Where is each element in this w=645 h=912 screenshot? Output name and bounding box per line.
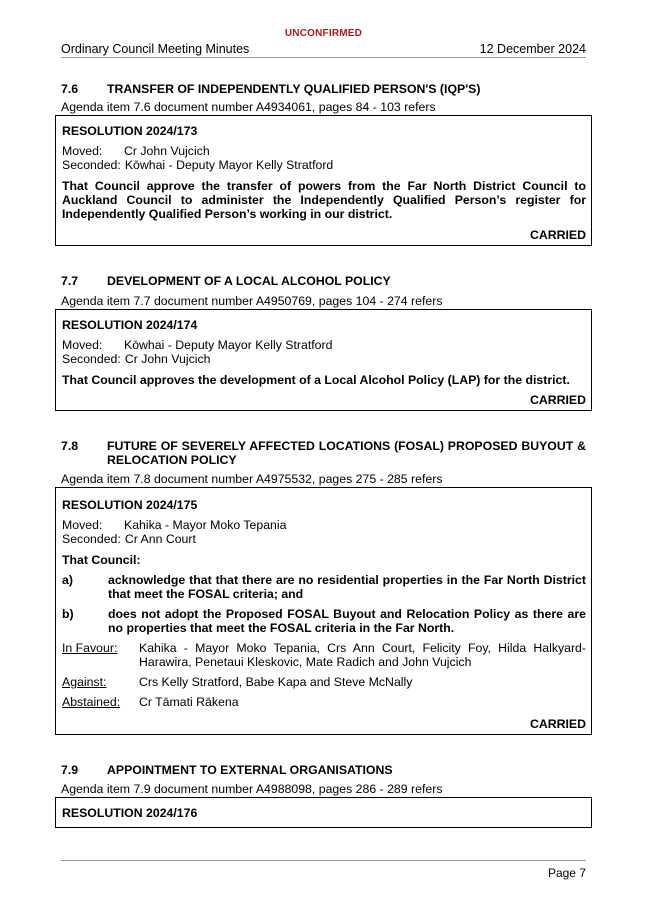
seconded-row	[62, 532, 586, 546]
resolution-box	[55, 487, 592, 735]
resolution-intro: That Council:	[62, 553, 141, 567]
resolution-item	[62, 607, 586, 635]
vote-in-favour	[62, 641, 586, 669]
resolution-number: RESOLUTION 2024/173	[62, 124, 198, 138]
resolution-item	[62, 573, 586, 601]
carried-status: CARRIED	[529, 228, 586, 242]
seconded-by: Cr Ann Court	[124, 532, 196, 546]
resolution-text: That Council approve the transfer of powers from the Far North District Council to Auckland Council to administer the Independently Qualified Person’s register for Independently Qualified Person’s working in our district.	[62, 179, 586, 221]
item-text: acknowledge that that there are no residential properties in the Far North District that meet the FOSAL criteria; and	[108, 573, 586, 601]
section-title: FUTURE OF SEVERELY AFFECTED LOCATIONS (FOSAL) PROPOSED BUYOUT & RELOCATION POLICY	[107, 439, 586, 467]
seconded-row	[62, 352, 586, 366]
minutes-page	[61, 28, 586, 828]
item-label: b)	[62, 607, 74, 621]
seconded-by: Cr John Vujcich	[124, 352, 211, 366]
seconded-label: Seconded:	[62, 532, 121, 546]
page-header	[61, 42, 586, 58]
section-heading	[61, 439, 586, 467]
unconfirmed-label: UNCONFIRMED	[284, 28, 363, 39]
resolution-box	[55, 309, 592, 411]
moved-by: Kahika - Mayor Moko Tepania	[124, 518, 287, 532]
moved-by: Cr John Vujcich	[124, 144, 210, 158]
vote-against	[62, 675, 586, 689]
vote-abstained	[62, 695, 586, 709]
moved-label: Moved:	[62, 518, 103, 532]
section-heading	[61, 274, 586, 288]
seconded-label: Seconded:	[62, 352, 121, 366]
vote-label: Abstained:	[62, 695, 121, 709]
carried-status: CARRIED	[529, 717, 586, 731]
agenda-reference: Agenda item 7.8 document number A4975532, pages 275 - 285 refers	[61, 472, 443, 486]
moved-row	[62, 518, 586, 532]
moved-row	[62, 338, 586, 352]
vote-names: Cr Tāmati Rākena	[139, 695, 239, 709]
meeting-date: 12 December 2024	[479, 42, 586, 56]
seconded-by: Kōwhai - Deputy Mayor Kelly Stratford	[124, 158, 334, 172]
section-title: APPOINTMENT TO EXTERNAL ORGANISATIONS	[107, 763, 393, 777]
vote-label: In Favour:	[62, 641, 118, 655]
moved-label: Moved:	[62, 338, 103, 352]
agenda-reference: Agenda item 7.7 document number A4950769, pages 104 - 274 refers	[61, 294, 443, 308]
resolution-box	[55, 115, 592, 246]
section-title: TRANSFER OF INDEPENDENTLY QUALIFIED PERSON'S (IQP'S)	[107, 82, 481, 96]
section-number: 7.8	[61, 439, 79, 453]
document-title: Ordinary Council Meeting Minutes	[61, 42, 250, 56]
seconded-row	[62, 158, 586, 172]
item-label: a)	[62, 573, 73, 587]
resolution-number: RESOLUTION 2024/174	[62, 318, 198, 332]
item-text: does not adopt the Proposed FOSAL Buyout and Relocation Policy as there are no properties that meet the FOSAL criteria in the Far North.	[108, 607, 586, 635]
resolution-number: RESOLUTION 2024/175	[62, 498, 198, 512]
carried-status: CARRIED	[529, 393, 586, 407]
vote-names: Crs Kelly Stratford, Babe Kapa and Steve McNally	[139, 675, 413, 689]
resolution-text: That Council approves the development of a Local Alcohol Policy (LAP) for the district.	[62, 373, 570, 387]
page-footer	[61, 860, 586, 880]
resolution-box	[55, 797, 592, 828]
seconded-label: Seconded:	[62, 158, 121, 172]
section-title: DEVELOPMENT OF A LOCAL ALCOHOL POLICY	[107, 274, 391, 288]
section-number: 7.6	[61, 82, 79, 96]
moved-label: Moved:	[62, 144, 103, 158]
agenda-reference: Agenda item 7.6 document number A4934061, pages 84 - 103 refers	[61, 100, 436, 114]
section-heading	[61, 763, 586, 777]
agenda-reference: Agenda item 7.9 document number A4988098, pages 286 - 289 refers	[61, 782, 443, 796]
vote-names: Kahika - Mayor Moko Tepania, Crs Ann Court, Felicity Foy, Hilda Halkyard-Harawira, Penetaui Kleskovic, Mate Radich and John Vujcich	[139, 641, 586, 669]
vote-label: Against:	[62, 675, 107, 689]
section-number: 7.7	[61, 274, 79, 288]
section-number: 7.9	[61, 763, 79, 777]
resolution-number: RESOLUTION 2024/176	[62, 806, 198, 820]
page-number: Page 7	[547, 866, 586, 880]
moved-row	[62, 144, 586, 158]
section-heading	[61, 82, 586, 96]
moved-by: Kōwhai - Deputy Mayor Kelly Stratford	[124, 338, 333, 352]
